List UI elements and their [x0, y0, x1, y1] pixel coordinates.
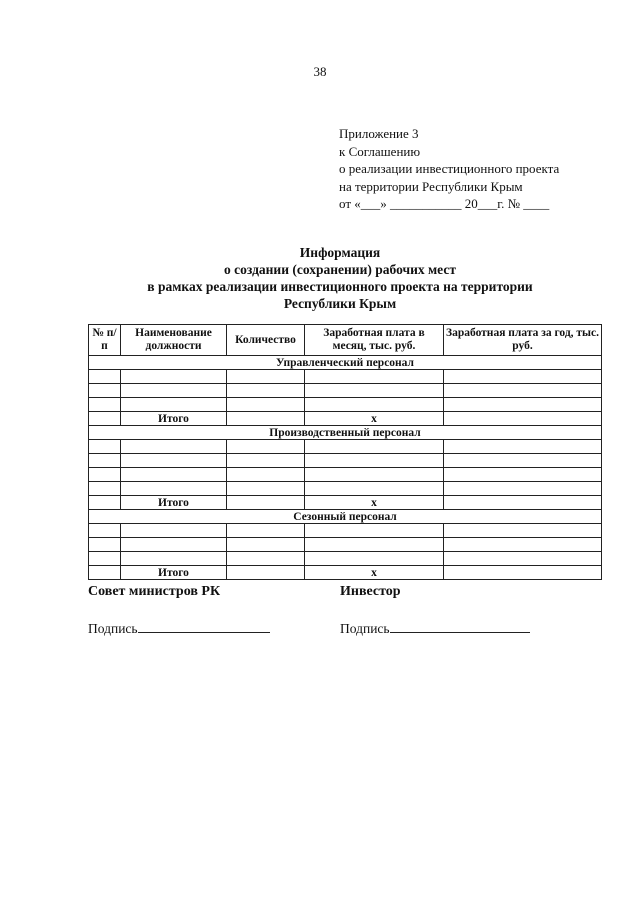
sign-label: Подпись: [340, 621, 390, 636]
table-row: [89, 468, 602, 482]
page-number: 38: [313, 64, 327, 79]
right-signature-field: [340, 620, 530, 637]
table-row: [89, 370, 602, 384]
header-num: № п/п: [89, 325, 121, 356]
title-line: о создании (сохранении) рабочих мест: [224, 262, 456, 277]
section-title: Управленческий персонал: [89, 356, 602, 370]
appendix-block: [339, 125, 559, 213]
total-label: Итого: [121, 496, 227, 510]
sign-label: Подпись: [88, 621, 138, 636]
table-row: [89, 398, 602, 412]
jobs-table: [88, 324, 602, 580]
table-row: [89, 440, 602, 454]
left-party-label: Совет министров РК: [88, 584, 221, 599]
table-row: [89, 524, 602, 538]
total-label: Итого: [121, 566, 227, 580]
title-line: Информация: [299, 245, 381, 260]
section-row: [89, 510, 602, 524]
section-row: [89, 356, 602, 370]
right-party-label: Инвестор: [340, 584, 401, 599]
total-label: Итого: [121, 412, 227, 426]
table-row: [89, 538, 602, 552]
left-signature-field: [88, 620, 270, 637]
table-row: [89, 482, 602, 496]
appendix-line: о реализации инвестиционного проекта: [339, 161, 560, 176]
header-salary-month: Заработная плата в месяц, тыс. руб.: [305, 325, 444, 356]
total-mark: х: [305, 566, 444, 580]
section-title: Сезонный персонал: [89, 510, 602, 524]
total-mark: х: [305, 496, 444, 510]
document-title: [80, 244, 600, 312]
total-row: [89, 412, 602, 426]
total-row: [89, 566, 602, 580]
header-position: Наименование должности: [121, 325, 227, 356]
appendix-line: к Соглашению: [339, 143, 421, 159]
section-title: Производственный персонал: [89, 426, 602, 440]
title-line: Республики Крым: [283, 296, 397, 311]
section-row: [89, 426, 602, 440]
appendix-line: на территории Республики Крым: [339, 178, 523, 194]
title-line: в рамках реализации инвестиционного проекта на территории: [147, 279, 533, 294]
table-row: [89, 552, 602, 566]
appendix-line: от «___» ___________ 20___г. № ____: [339, 196, 550, 211]
table-row: [89, 454, 602, 468]
total-mark: х: [305, 412, 444, 426]
table-row: [89, 384, 602, 398]
table-header-row: [89, 325, 602, 356]
appendix-line: Приложение 3: [339, 126, 419, 141]
signature-blank-line: [138, 620, 270, 633]
total-row: [89, 496, 602, 510]
signature-blank-line: [390, 620, 530, 633]
header-quantity: Количество: [227, 325, 305, 356]
header-salary-year: Заработная плата за год, тыс. руб.: [444, 325, 602, 356]
